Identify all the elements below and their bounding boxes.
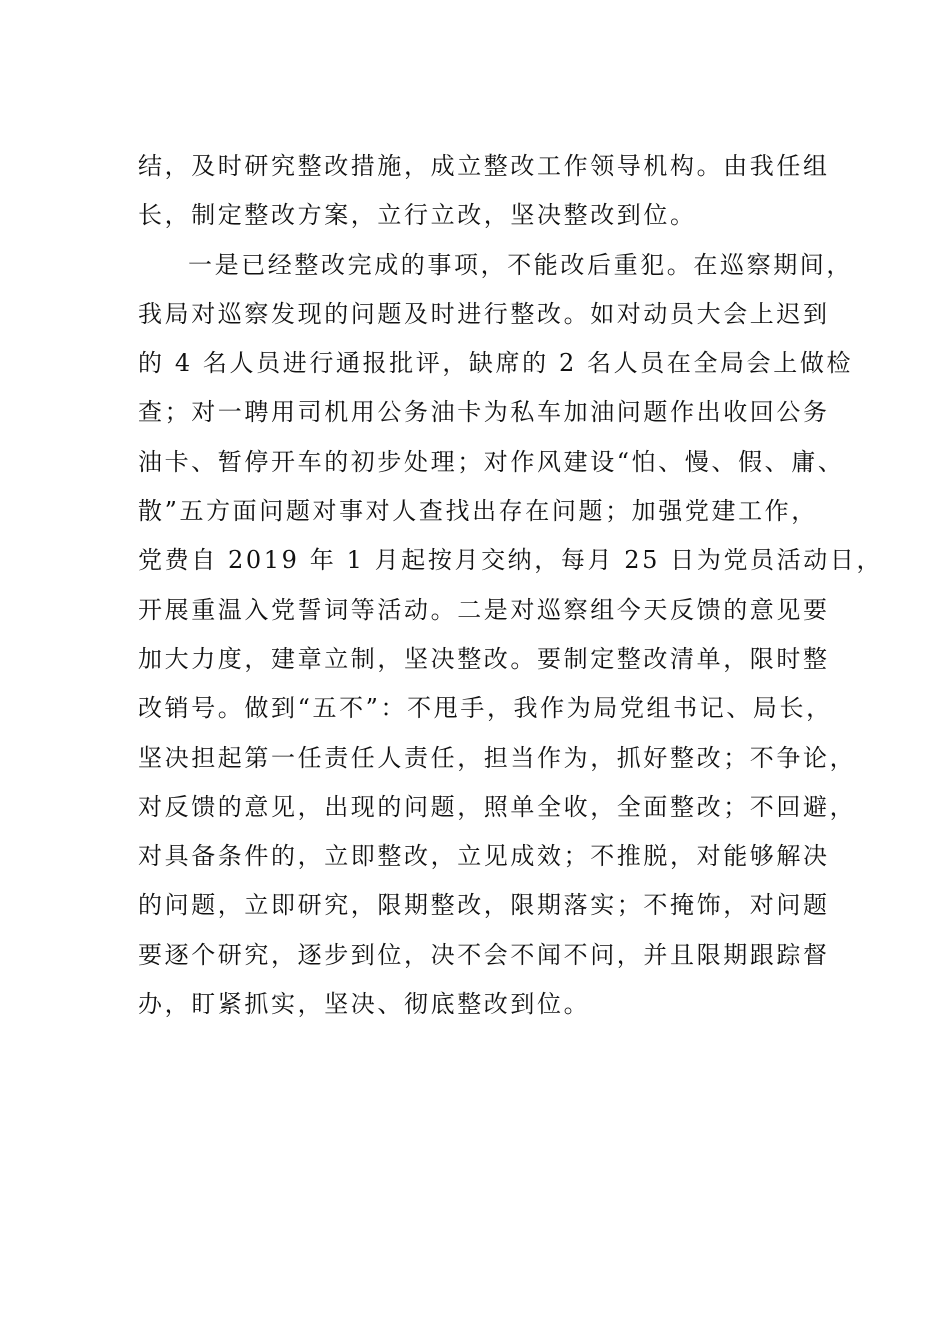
text-line: 改销号。做到“五不”：不甩手，我作为局党组书记、局长， [138, 694, 833, 723]
text-line: 党费自 2019 年 1 月起按月交纳，每月 25 日为党员活动日， [138, 546, 884, 575]
text-line: 加大力度，建章立制，坚决整改。要制定整改清单，限时整 [138, 644, 830, 673]
text-line: 长，制定整改方案，立行立改，坚决整改到位。 [138, 201, 697, 230]
body-text [138, 142, 884, 1029]
text-line: 要逐个研究，逐步到位，决不会不闻不问，并且限期跟踪督 [138, 940, 830, 969]
text-line: 一是已经整改完成的事项，不能改后重犯。在巡察期间， [188, 250, 853, 279]
text-line: 对具备条件的，立即整改，立见成效；不推脱，对能够解决 [138, 842, 830, 871]
text-line: 散”五方面问题对事对人查找出存在问题；加强党建工作， [138, 497, 818, 526]
text-line: 查；对一聘用司机用公务油卡为私车加油问题作出收回公务 [138, 398, 830, 427]
text-line: 结，及时研究整改措施，成立整改工作领导机构。由我任组 [138, 152, 830, 180]
text-line: 油卡、暂停开车的初步处理；对作风建设“怕、慢、假、庸、 [138, 447, 845, 476]
text-line: 办，盯紧抓实，坚决、彻底整改到位。 [138, 990, 591, 1019]
text-line: 我局对巡察发现的问题及时进行整改。如对动员大会上迟到 [138, 299, 830, 328]
text-line: 的问题，立即研究，限期整改，限期落实；不掩饰，对问题 [138, 891, 830, 920]
text-line: 坚决担起第一任责任人责任，担当作为，抓好整改；不争论， [138, 743, 857, 772]
text-line: 开展重温入党誓词等活动。二是对巡察组今天反馈的意见要 [138, 595, 830, 624]
text-line: 对反馈的意见，出现的问题，照单全收，全面整改；不回避， [138, 792, 857, 821]
text-line: 的 4 名人员进行通报批评，缺席的 2 名人员在全局会上做检 [138, 349, 854, 378]
